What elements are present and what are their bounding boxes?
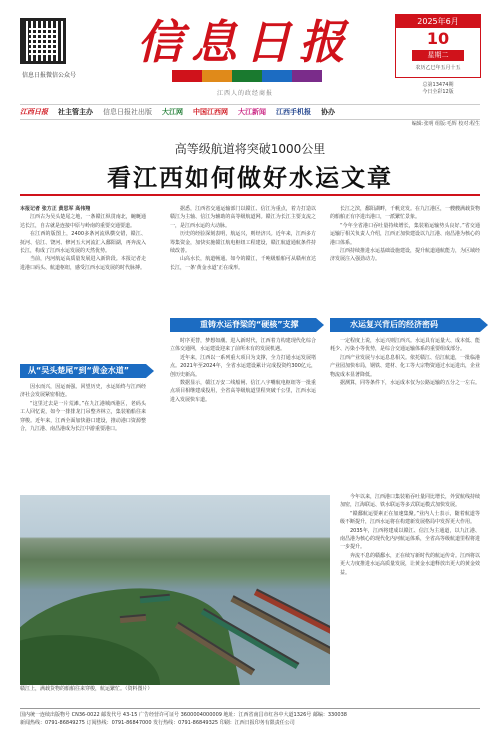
- footer-line: 新闻热线：0791-86849275 订阅热线：0791-86847000 发行热线：0791-86849325 印刷：江西日报印务有限责任公司: [20, 720, 295, 726]
- date-lunar: 农历乙巳年五月十五: [415, 65, 461, 71]
- section-heading: 从“吴头楚尾”到“黄金水道”: [20, 364, 146, 378]
- logo-strip-blue: [262, 70, 292, 82]
- article-paragraph: 据悉，江西省交通运输部门以赣江、信江为重点，着力打造以赣江为主轴、信江为辅助的高等级航道网。赣江为长江主要支流之一，是江西水运的大动脉。: [170, 206, 316, 229]
- article-byline: 本报记者 张方正 黄思军 高伟翔: [20, 206, 91, 212]
- headline-rule: [20, 194, 480, 196]
- article-paragraph: 江西产业发展与水运息息相关。依托赣江、信江航道，一批临港产业园加快布局，钢铁、建材、化工等大宗物资通过水运进出，企业物流成本显著降低。: [330, 354, 481, 378]
- article-paragraph: “这里过去是一片荒滩。”在九江港城西港区，老码头工人回忆说，如今一排排龙门吊整齐林立，集装箱船往来穿梭。近年来，江西全面加快港口建设，推动港口资源整合，九江港、南昌港成为长江中游重要港口。: [20, 400, 146, 433]
- issue-number: 总第13474期: [422, 82, 454, 88]
- page-footer: [20, 708, 480, 727]
- section-heading: 重铸水运脊梁的“硬核”支撑: [170, 318, 316, 332]
- masthead: [0, 0, 500, 100]
- logo-strip-green: [232, 70, 262, 82]
- section-heading: 水运复兴背后的经济密码: [330, 318, 480, 332]
- article-paragraph: 当前，内河航运高质量发展进入新阶段。本报记者走进港口码头、航道枢纽，感受江西水运发展的时代脉搏。: [20, 256, 146, 271]
- logo-color-strip: [172, 70, 322, 82]
- brand-bar: [20, 104, 480, 120]
- article-paragraph: 山高水长，航道畅通。如今的赣江，千吨级船舶可从赣州直达长江，一条‘黄金水道’正在成形。: [170, 256, 316, 271]
- article-paragraph: 2035年，江西将建成以赣江、信江为主通道，以九江港、南昌港为核心的现代化内河航运体系，全省高等级航道里程将进一步提升。: [340, 527, 481, 551]
- article-paragraph: 据测算，同等条件下，水运成本仅为公路运输的五分之一左右。: [340, 380, 481, 387]
- date-day: 10: [426, 29, 450, 48]
- brand-item: 大江网: [162, 108, 183, 116]
- article-column-3-lower: [340, 493, 480, 577]
- date-weekday: 星期二: [412, 50, 464, 61]
- brand-item: 协办: [321, 108, 335, 116]
- article-paragraph: 长江之滨，鄱阳湖畔，千帆竞发。在九江港区，一艘艘满载货物的船舶正有序进出港口，一派繁忙景象。: [330, 206, 481, 221]
- issue-pages: 今日全彩12版: [422, 89, 454, 95]
- article-paragraph: 因水而兴，因运而强。回望历史，水运始终与江西经济社会发展紧密相连。: [20, 384, 146, 399]
- qr-code-icon: [20, 18, 66, 64]
- article-paragraph: 江西古为吴头楚尾之地，一条赣江纵贯南北，蜿蜒通达长江，自古就是连接中原与岭南的重要交通要道。: [20, 214, 146, 229]
- article-kicker: 高等级航道将突破1000公里: [174, 142, 326, 156]
- article-paragraph: 数据显示，赣江万安二线船闸、信江八字嘴航电枢纽等一批重点项目相继建成投用，全省高等级航道里程突破千公里，江西水运进入发展快车道。: [170, 380, 316, 403]
- logo-strip-red: [172, 70, 202, 82]
- article-paragraph: 近年来，江西以一系列重大项目为支撑，全力打通水运发展堵点。2021年至2024年，全省水运建设累计完成投资约300亿元，创历史新高。: [170, 354, 316, 378]
- footer-line: 国内统一连续出版物号 CN36-0022 邮发代号 43-15 广告经营许可证号 3600004000009 地址：江西省南昌市红谷中大道1326号 邮编：330038: [20, 712, 347, 718]
- article-column-3: [330, 205, 480, 264]
- article-column-2-continued: [170, 337, 316, 404]
- brand-item: 江西手机报: [276, 108, 311, 116]
- date-year-month: 2025年6月: [396, 15, 480, 28]
- qr-label: 信息日报微信公众号: [21, 72, 76, 79]
- article-paragraph: 今年以来，江西港口集装箱吞吐量同比增长，外贸航线持续加密，江海联运、铁水联运等多式联运模式加快发展。: [340, 494, 481, 509]
- article-paragraph: 江西持续推进水运基础设施建设，提升航道通航能力，为区域经济发展注入强劲动力。: [330, 248, 481, 263]
- brand-item: 大江新闻: [238, 108, 266, 116]
- article-paragraph: “赣鄱航运要素正在加速集聚。”业内人士表示，随着航道等级不断提升，江西水运将在构建新发展格局中发挥更大作用。: [340, 510, 480, 526]
- article-paragraph: 一定程度上说，水运兴则江西兴。水运具有运量大、成本低、能耗少、污染小等优势，是综合交通运输体系的重要组成部分。: [330, 338, 481, 353]
- article-paragraph: 奔流不息的赣鄱水，正在续写新时代的航运传奇。江西将以更大力度推进水运高质量发展，让黄金水道释放出更大的黄金效益。: [340, 552, 481, 576]
- article-paragraph: “今年全省港口吞吐量持续增长，集装箱运输势头良好。”省交通运输厅相关负责人介绍，江西正加快建设以九江港、南昌港为核心的港口体系。: [330, 222, 481, 246]
- brand-item: 社主管主办: [58, 108, 93, 116]
- brand-item: 信息日报社出版: [103, 108, 152, 116]
- article-paragraph: 在江西的版图上，2400多条河流纵横交错，赣江、抚河、信江、饶河、修河五大河流汇入鄱阳湖，再奔流入长江，构成了江西水运发展的天然优势。: [20, 231, 146, 255]
- logo-strip-orange: [202, 70, 232, 82]
- article-column-1: [20, 205, 146, 272]
- newspaper-logo: 信息日报: [137, 15, 353, 69]
- logo-strip-purple: [292, 70, 322, 82]
- photo-caption: 赣江上，满载货物的船舶往来穿梭，航运繁忙。（资料图片）: [20, 686, 153, 692]
- masthead-subtitle: 江西人的政经商报: [216, 90, 273, 97]
- date-box: [395, 14, 481, 78]
- issue-info: [395, 82, 481, 96]
- article-column-3-continued: [330, 337, 480, 387]
- river-barges-photo: [20, 495, 330, 685]
- article-paragraph: 时序更替，梦想如潮。进入新时代，江西着力构建现代化综合立体交通网，水运建设迎来了前所未有的发展机遇。: [170, 338, 316, 353]
- brand-item: 江西日报: [20, 108, 48, 116]
- brand-item: 中国江西网: [193, 108, 228, 116]
- editors-credit: 编辑:张明 组版:毛辉 校对:程生: [411, 121, 480, 127]
- article-paragraph: 历史的经验深刻表明，航运兴，则经济兴。近年来，江西多方筹集资金，加快实施赣江航电枢纽工程建设，赣江航道通航条件持续改善。: [170, 231, 316, 255]
- article-headline: 看江西如何做好水运文章: [107, 163, 393, 192]
- article-column-2: [170, 205, 316, 272]
- article-column-1-continued: [20, 383, 146, 433]
